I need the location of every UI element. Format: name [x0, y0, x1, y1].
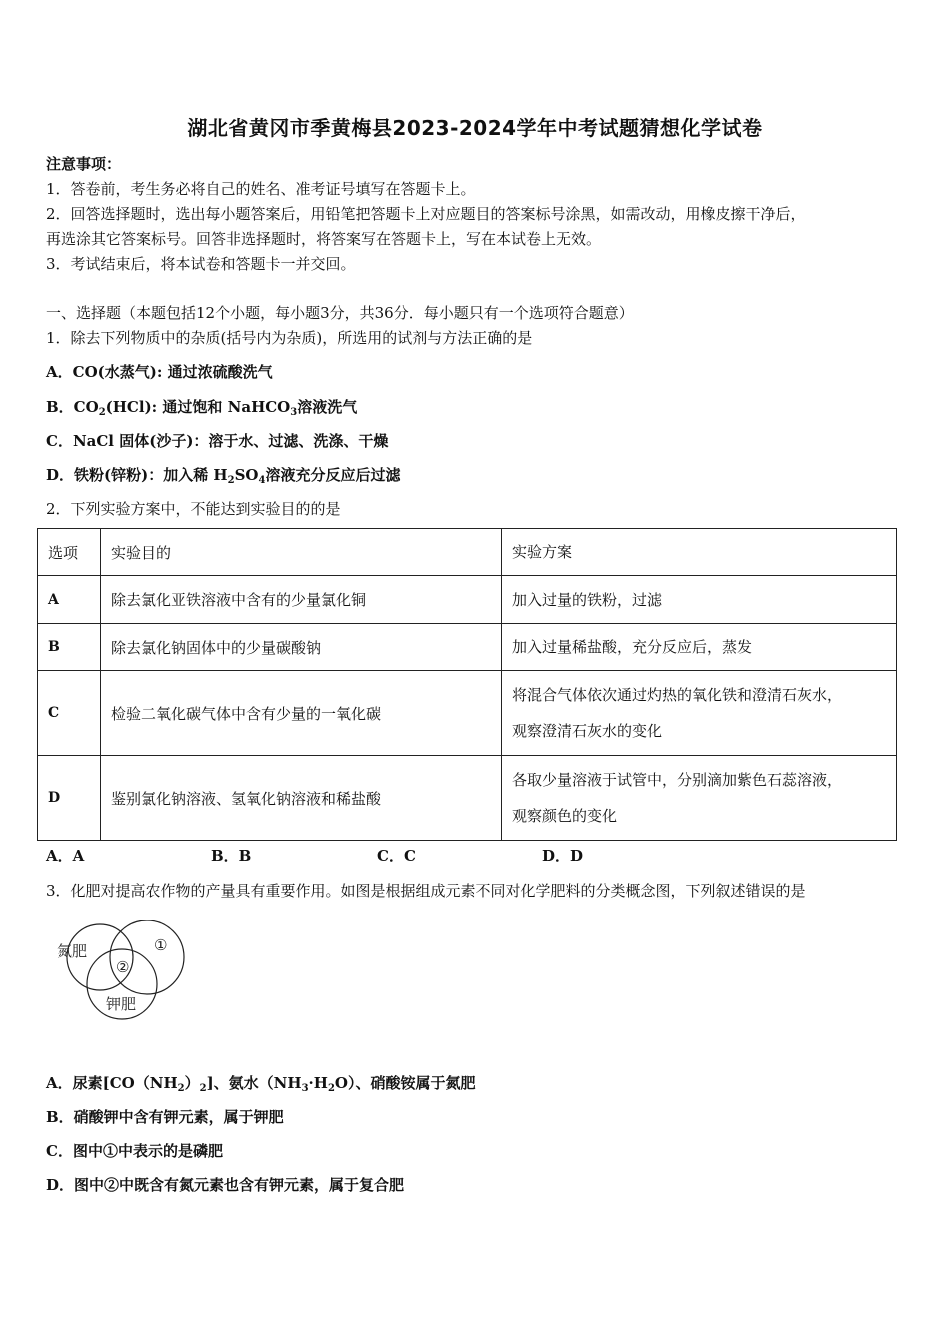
plan-cell: [502, 756, 897, 841]
table-row: [38, 624, 897, 671]
subscript: 2: [98, 407, 106, 418]
plan-line: 将混合气体依次通过灼热的氧化铁和澄清石灰水，: [512, 686, 843, 704]
plan-cell: 加入过量稀盐酸，充分反应后，蒸发: [502, 624, 897, 671]
question-1-option-d: [46, 464, 400, 486]
notice-item: 3．考试结束后，将本试卷和答题卡一并交回。: [46, 255, 356, 273]
answer-option-a: A．A: [46, 847, 85, 865]
fertilizer-venn-diagram: [52, 920, 192, 1020]
option-text: 溶液充分反应后过滤: [265, 466, 401, 484]
option-cell: C: [38, 671, 101, 756]
table-row: [38, 756, 897, 841]
notice-heading: 注意事项：: [46, 155, 122, 173]
answer-option-c: C．C: [377, 847, 416, 865]
option-text: ·H: [308, 1074, 328, 1092]
table-row: [38, 671, 897, 756]
question-1-stem: 1．除去下列物质中的杂质(括号内为杂质)，所选用的试剂与方法正确的是: [46, 329, 533, 347]
option-text: B．CO: [46, 398, 99, 416]
subscript: 3: [290, 407, 298, 418]
plan-cell: 加入过量的铁粉，过滤: [502, 576, 897, 624]
option-text: ]、氨水（NH: [206, 1074, 302, 1092]
venn-label-potassium: 钾肥: [106, 995, 137, 1013]
purpose-cell: 检验二氧化碳气体中含有少量的一氧化碳: [101, 671, 502, 756]
purpose-cell: 鉴别氯化钠溶液、氢氧化钠溶液和稀盐酸: [101, 756, 502, 841]
question-1-option-a: A．CO(水蒸气): 通过浓硫酸洗气: [46, 363, 273, 381]
notice-item: 1．答卷前，考生务必将自己的姓名、准考证号填写在答题卡上。: [46, 180, 476, 198]
section-heading: 一、选择题（本题包括12个小题，每小题3分，共36分．每小题只有一个选项符合题意）: [46, 304, 634, 322]
subscript: 2: [199, 1083, 207, 1094]
question-3-option-c: C．图中①中表示的是磷肥: [46, 1142, 223, 1160]
option-text: ）: [184, 1074, 200, 1092]
answer-option-d: D．D: [542, 847, 584, 865]
subscript: 2: [177, 1083, 185, 1094]
option-cell: A: [38, 576, 101, 624]
question-2-stem: 2．下列实验方案中，不能达到实验目的的是: [46, 500, 341, 518]
subscript: 2: [227, 475, 235, 486]
question-1-option-c: C．NaCl 固体(沙子)：溶于水、过滤、洗涤、干燥: [46, 432, 389, 450]
venn-label-2: ②: [116, 958, 130, 976]
option-cell: D: [38, 756, 101, 841]
subscript: 2: [327, 1083, 335, 1094]
question-3-stem: 3．化肥对提高农作物的产量具有重要作用。如图是根据组成元素不同对化学肥料的分类概念图，下列叙述错误的是: [46, 882, 806, 900]
option-cell: B: [38, 624, 101, 671]
question-3-option-d: D．图中②中既含有氮元素也含有钾元素，属于复合肥: [46, 1176, 405, 1194]
option-text: D．铁粉(锌粉)：加入稀 H: [46, 466, 228, 484]
header-cell: 实验目的: [101, 529, 502, 576]
answer-option-b: B．B: [211, 847, 252, 865]
question-3-option-b: B．硝酸钾中含有钾元素，属于钾肥: [46, 1108, 284, 1126]
table-header-row: [38, 529, 897, 576]
table-row: [38, 576, 897, 624]
purpose-cell: 除去氯化钠固体中的少量碳酸钠: [101, 624, 502, 671]
option-text: 溶液洗气: [297, 398, 358, 416]
plan-line: 观察颜色的变化: [512, 807, 618, 825]
venn-label-1: ①: [154, 936, 168, 954]
option-text: O）、硝酸铵属于氮肥: [334, 1074, 476, 1092]
circle-1: [110, 920, 184, 994]
page-title: 湖北省黄冈市季黄梅县2023-2024学年中考试题猜想化学试卷: [187, 116, 763, 140]
question-1-option-b: [46, 396, 357, 418]
notice-item: 2．回答选择题时，选出每小题答案后，用铅笔把答题卡上对应题目的答案标号涂黑，如需改动，用橡皮擦干净后，: [46, 205, 806, 223]
question-3-option-a: [46, 1072, 475, 1094]
purpose-cell: 除去氯化亚铁溶液中含有的少量氯化铜: [101, 576, 502, 624]
option-text: SO: [234, 466, 259, 484]
notice-item: 再选涂其它答案标号。回答非选择题时，将答案写在答题卡上，写在本试卷上无效。: [46, 230, 602, 248]
question-2-table: [37, 528, 897, 841]
venn-label-nitrogen: 氮肥: [57, 942, 88, 960]
header-cell: 实验方案: [502, 529, 897, 576]
header-cell: 选项: [38, 529, 101, 576]
subscript: 3: [301, 1083, 309, 1094]
plan-line: 观察澄清石灰水的变化: [512, 722, 663, 740]
subscript: 4: [258, 475, 266, 486]
plan-cell: [502, 671, 897, 756]
option-text: A．尿素[CO（NH: [46, 1074, 178, 1092]
plan-line: 各取少量溶液于试管中，分别滴加紫色石蕊溶液，: [512, 771, 843, 789]
option-text: (HCl): 通过饱和 NaHCO: [105, 398, 291, 416]
